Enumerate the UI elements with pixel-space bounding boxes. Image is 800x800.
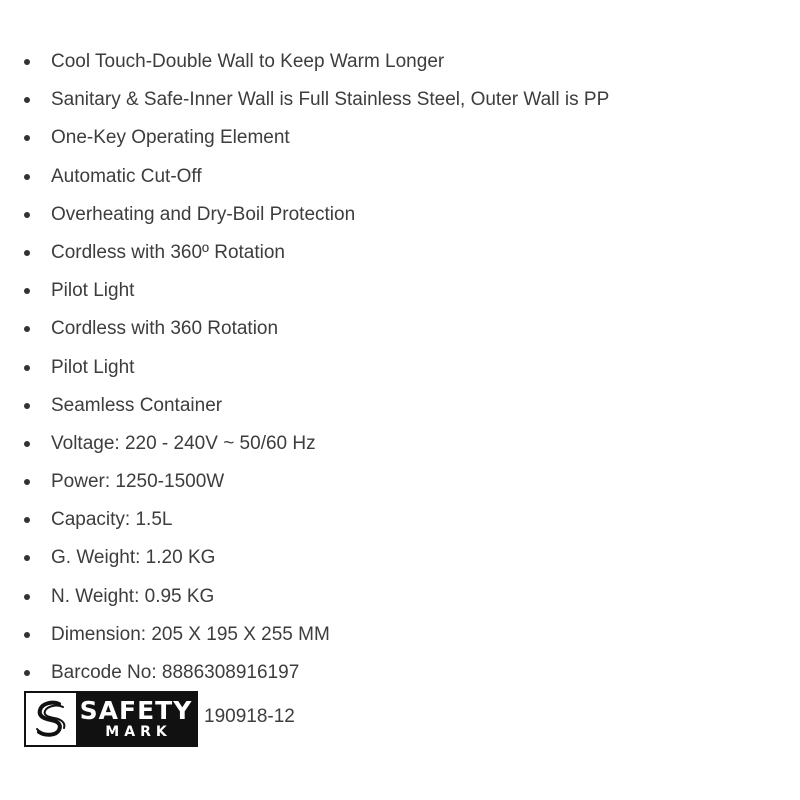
feature-text: Seamless Container [51, 394, 223, 416]
list-item [0, 43, 800, 81]
list-item [0, 387, 800, 425]
list-item [0, 81, 800, 119]
list-item [0, 196, 800, 234]
safety-mark-number: 190918-12 [204, 706, 295, 727]
feature-text: Cool Touch-Double Wall to Keep Warm Longer [51, 51, 445, 72]
feature-text: Capacity: 1.5L [51, 509, 173, 531]
feature-text: Dimension: 205 X 195 X 255 MM [51, 623, 330, 645]
bullet-icon [24, 632, 30, 638]
feature-text: N. Weight: 0.95 KG [51, 585, 215, 607]
bullet-icon [24, 517, 30, 523]
bullet-icon [24, 135, 30, 141]
feature-text: Automatic Cut-Off [51, 165, 202, 187]
bullet-icon [24, 212, 30, 218]
safety-mark-s-icon [26, 693, 76, 745]
list-item [0, 272, 800, 310]
bullet-icon [24, 479, 30, 485]
list-item [0, 425, 800, 463]
safety-mark-s-icon-svg [29, 697, 73, 741]
safety-mark-row [24, 691, 295, 747]
safety-mark-word-bottom: MARK [105, 724, 172, 740]
bullet-icon [24, 441, 30, 447]
safety-mark-text-block [76, 693, 196, 745]
feature-text: Pilot Light [51, 356, 135, 378]
list-item [0, 234, 800, 272]
bullet-icon [24, 288, 30, 294]
feature-text: Power: 1250-1500W [51, 471, 225, 493]
list-item [0, 616, 800, 654]
list-item [0, 539, 800, 577]
bullet-icon [24, 326, 30, 332]
safety-mark-badge [24, 691, 198, 747]
list-item [0, 463, 800, 501]
bullet-icon [24, 670, 30, 676]
bullet-icon [24, 174, 30, 180]
bullet-icon [24, 97, 30, 103]
feature-text: Pilot Light [51, 280, 135, 302]
bullet-icon [24, 250, 30, 256]
list-item [0, 158, 800, 196]
safety-mark-word-top: SAFETY [79, 696, 193, 725]
list-item [0, 310, 800, 348]
list-item [0, 349, 800, 387]
feature-text: One-Key Operating Element [51, 127, 290, 149]
list-item [0, 119, 800, 157]
bullet-icon [24, 59, 30, 65]
feature-text: Cordless with 360º Rotation [51, 241, 286, 263]
feature-text: Barcode No: 8886308916197 [51, 662, 300, 683]
list-item [0, 578, 800, 616]
bullet-icon [24, 594, 30, 600]
list-item [0, 501, 800, 539]
feature-list [0, 43, 800, 692]
feature-text: Sanitary & Safe-Inner Wall is Full Stainless Steel, Outer Wall is PP [51, 89, 610, 111]
feature-text: Cordless with 360 Rotation [51, 318, 279, 340]
feature-text: G. Weight: 1.20 KG [51, 547, 216, 569]
list-item [0, 654, 800, 692]
bullet-icon [24, 403, 30, 409]
feature-text: Voltage: 220 - 240V ~ 50/60 Hz [51, 432, 316, 454]
bullet-icon [24, 555, 30, 561]
bullet-icon [24, 365, 30, 371]
feature-text: Overheating and Dry-Boil Protection [51, 203, 356, 225]
